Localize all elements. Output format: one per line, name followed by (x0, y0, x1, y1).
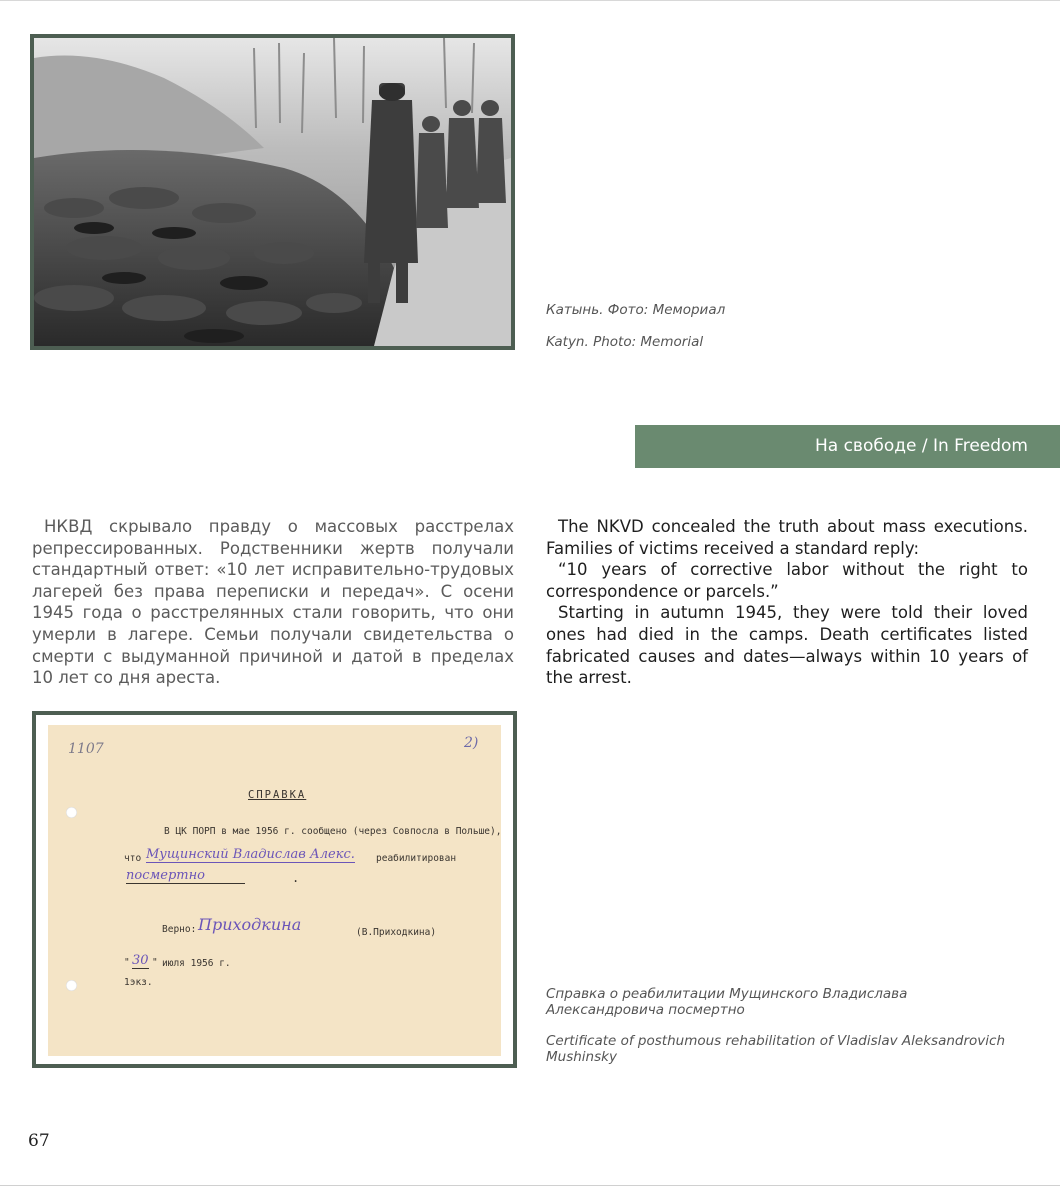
punch-hole (66, 980, 77, 991)
document-caption-ru: Справка о реабилитации Мущинского Владислава Александровича посмертно (546, 986, 908, 1018)
punch-hole (66, 807, 77, 818)
date-rest: июля 1956 г. (162, 958, 231, 969)
body-en-paragraph: Starting in autumn 1945, they were told their loved ones had died in the camps. Death certificates listed fabricated causes and dates—always within 10 years of the arrest. (546, 603, 1028, 688)
copies-note: 1экз. (124, 977, 153, 988)
certificate-paper (48, 725, 501, 1056)
date-quote-close: " (152, 957, 158, 968)
signer-name: (В.Приходкина) (356, 927, 437, 938)
section-banner: На свободе / In Freedom (635, 425, 1060, 468)
rehabilitation-certificate-image (32, 711, 517, 1068)
body-en-paragraph: The NKVD concealed the truth about mass executions. Families of victims received a standard reply: (546, 517, 1028, 558)
body-text-ru (32, 516, 514, 689)
body-en-paragraph: “10 years of corrective labor without the right to correspondence or parcels.” (546, 560, 1028, 601)
signature: Приходкина (198, 915, 302, 934)
body-text-en (546, 516, 1028, 689)
page-mark: 2) (464, 735, 479, 751)
certificate-line1: В ЦК ПОРП в мае 1956 г. сообщено (через Совпосла в Польше), (164, 826, 502, 837)
dot-mark: . (292, 871, 300, 885)
document-caption-en: Certificate of posthumous rehabilitation of Vladislav Aleksandrovich Mushinsky (546, 1033, 1006, 1065)
certificate-line2-suffix: реабилитирован (376, 853, 457, 864)
date-day: 30 (132, 953, 149, 968)
katyn-photo (30, 34, 515, 350)
certificate-title: СПРАВКА (248, 789, 307, 801)
corner-number: 1107 (68, 741, 104, 757)
photo-caption-en: Katyn. Photo: Memorial (546, 334, 704, 350)
date-quote-open: " (124, 957, 130, 968)
body-ru-paragraph: НКВД скрывало правду о массовых расстрелах репрессированных. Родственники жертв получали стандартный ответ: «10 лет исправительно-трудовых лагерей без права переписки и передач». С осени 1945 года о расстрелянных стали говорить, что они умерли в лагере. Семьи получали свидетельства о смерти с выдуманной причиной и датой в пределах 10 лет со дня ареста. (32, 517, 514, 688)
verno-label: Верно: (162, 924, 197, 935)
photo-caption-ru: Катынь. Фото: Мемориал (546, 302, 726, 318)
handwritten-posthumous: посмертно (126, 868, 245, 884)
katyn-photo-image (34, 38, 511, 346)
handwritten-name: Мущинский Владислав Алекс. (146, 847, 355, 862)
bottom-divider (0, 1185, 1060, 1186)
page-number: 67 (28, 1131, 50, 1151)
certificate-line2-prefix: что (124, 853, 142, 864)
